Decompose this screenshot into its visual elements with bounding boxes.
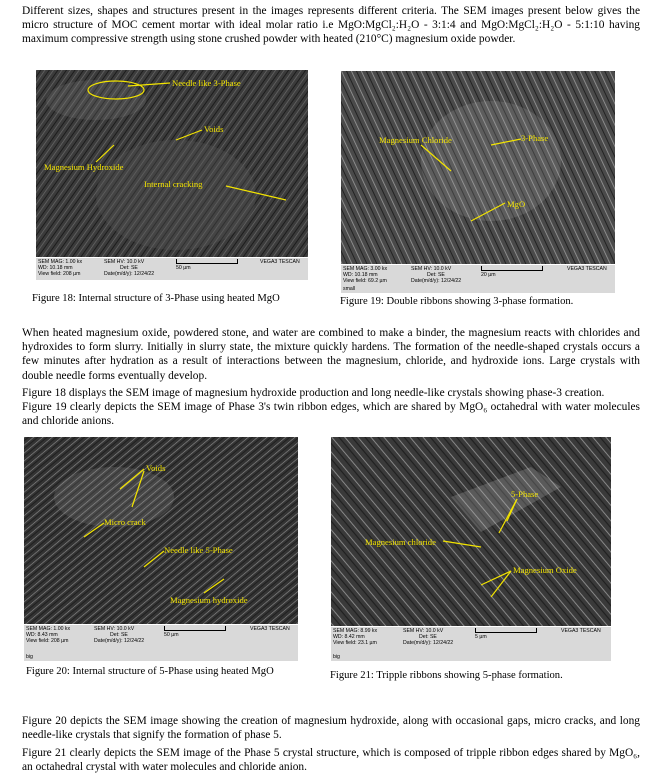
sem-det: Det: SE [120,265,138,271]
annotation-arrows [24,437,298,625]
sem-size-tag: big [333,653,340,660]
figure-19-description: Figure 19 clearly depicts the SEM image of Phase 3's twin ribbon edges, which are shared by MgO₆ octahedral with water molecules and chloride anions. [22,401,640,428]
figure-21-caption: Figure 21: Tripple ribbons showing 5-phase formation. [330,670,563,681]
label-magnesium-hydroxide: Magnesium hydroxide [170,595,248,605]
sem-hv: SEM HV: 10.0 kV [403,628,444,634]
sem-image-figure-21 [331,437,611,661]
sem-det: Det: SE [110,632,128,638]
sem-image-figure-20 [24,437,298,661]
sem-wd: WD: 8.42 mm [333,634,365,640]
sem-scale-label: 5 µm [475,634,487,640]
figure-20-caption: Figure 20: Internal structure of 5-Phase using heated MgO [26,666,274,677]
scale-bar [176,259,238,264]
hydration-paragraph: When heated magnesium oxide, powdered stone, and water are combined to make a binder, the magnesium reacts with chlorides and hydroxides to form slurry. Initially in slurry state, the mixture quickly hardens. The formation of the needle-shaped crystals occurs a few minutes after hydration as a result of interactions between the magnesium, chloride, and hydroxide ions. Large crystals with double needle forms eventually develop. [22,327,640,382]
label-5-phase: 5-Phase [511,489,539,499]
figure-18-description: Figure 18 displays the SEM image of magnesium hydroxide production and long needle-like crystals showing phase-3 creation. [22,387,605,399]
sem-date: Date(m/d/y): 12/24/22 [403,640,454,646]
sem-view-field: View field: 208 µm [26,638,69,644]
figure-20-description: Figure 20 depicts the SEM image showing the creation of magnesium hydroxide, along with occasional gaps, micro cracks, and long needle-like crystals that signify the formation of phase 5. [22,715,640,742]
label-magnesium-oxide: Magnesium Oxide [513,565,577,575]
figure-19-caption: Figure 19: Double ribbons showing 3-phase formation. [340,296,574,307]
sem-scale-label: 20 µm [481,272,496,278]
sem-data-bar [36,257,308,280]
sem-mag: SEM MAG: 1.00 kx [26,626,71,632]
sem-hv: SEM HV: 10.0 kV [94,626,135,632]
sem-size-tag: small [343,285,356,292]
figure-18-caption: Figure 18: Internal structure of 3-Phase using heated MgO [32,293,280,304]
sem-view-field: View field: 208 µm [38,271,81,277]
intro-paragraph: Different sizes, shapes and structures present in the images represents different criteria. The SEM images present below gives the micro structure of MOC cement mortar with ideal molar ratio i.e MgO:MgCl₂:H₂O - 3:1:4 and MgO:MgCl₂:H₂O - 5:1:10 having maximum compressive strength using stone crushed powder with heated (210°C) magnesium oxide powder. [22,5,640,46]
label-needle-like-5-phase: Needle like 5-Phase [164,545,233,555]
label-3-phase: 3-Phase [521,133,549,143]
sem-date: Date(m/d/y): 12/24/22 [411,278,462,284]
sem-scale-label: 50 µm [176,265,191,271]
sem-data-bar [331,626,611,661]
sem-brand: VEGA3 TESCAN [561,628,601,634]
label-needle-like-3-phase: Needle like 3-Phase [172,78,241,88]
sem-mag: SEM MAG: 8.99 kx [333,628,378,634]
sem-hv: SEM HV: 10.0 kV [104,259,145,265]
sem-data-bar [24,624,298,661]
annotation-arrows [331,437,611,627]
sem-size-tag: big [26,653,33,660]
label-voids: Voids [146,463,166,473]
label-micro-crack: Micro crack [104,517,146,527]
sem-data-bar [341,264,615,293]
sem-brand: VEGA3 TESCAN [567,266,607,272]
label-voids: Voids [204,124,224,134]
sem-wd: WD: 10.18 mm [38,265,73,271]
sem-view-field: View field: 69.2 µm [343,278,387,284]
label-internal-cracking: Internal cracking [144,179,203,189]
sem-view-field: View field: 23.1 µm [333,640,377,646]
sem-hv: SEM HV: 10.0 kV [411,266,452,272]
sem-image-figure-18 [36,70,308,280]
sem-image-figure-19 [341,71,615,293]
label-mgo: MgO [507,199,526,209]
scale-bar [481,266,543,271]
scale-bar [475,628,537,633]
sem-mag: SEM MAG: 1.00 kx [38,259,83,265]
label-magnesium-chloride: Magnesium Chloride [379,135,452,145]
sem-wd: WD: 10.18 mm [343,272,378,278]
sem-scale-label: 50 µm [164,632,179,638]
figure-21-description: Figure 21 clearly depicts the SEM image of the Phase 5 crystal structure, which is composed of tripple ribbon edges shared by MgO₆, an octahedral crystal with water molecules and chloride anion. [22,747,640,774]
sem-brand: VEGA3 TESCAN [260,259,300,265]
sem-det: Det: SE [419,634,437,640]
annotation-arrows [341,71,615,265]
sem-date: Date(m/d/y): 12/24/22 [104,271,155,277]
sem-det: Det: SE [427,272,445,278]
label-magnesium-hydroxide: Magnesium Hydroxide [44,162,124,172]
sem-date: Date(m/d/y): 12/24/22 [94,638,145,644]
sem-brand: VEGA3 TESCAN [250,626,290,632]
sem-mag: SEM MAG: 3.00 kx [343,266,388,272]
sem-wd: WD: 8.43 mm [26,632,58,638]
scale-bar [164,626,226,631]
annotation-arrows [36,70,308,258]
label-magnesium-chloride: Magnesium chloride [365,537,436,547]
